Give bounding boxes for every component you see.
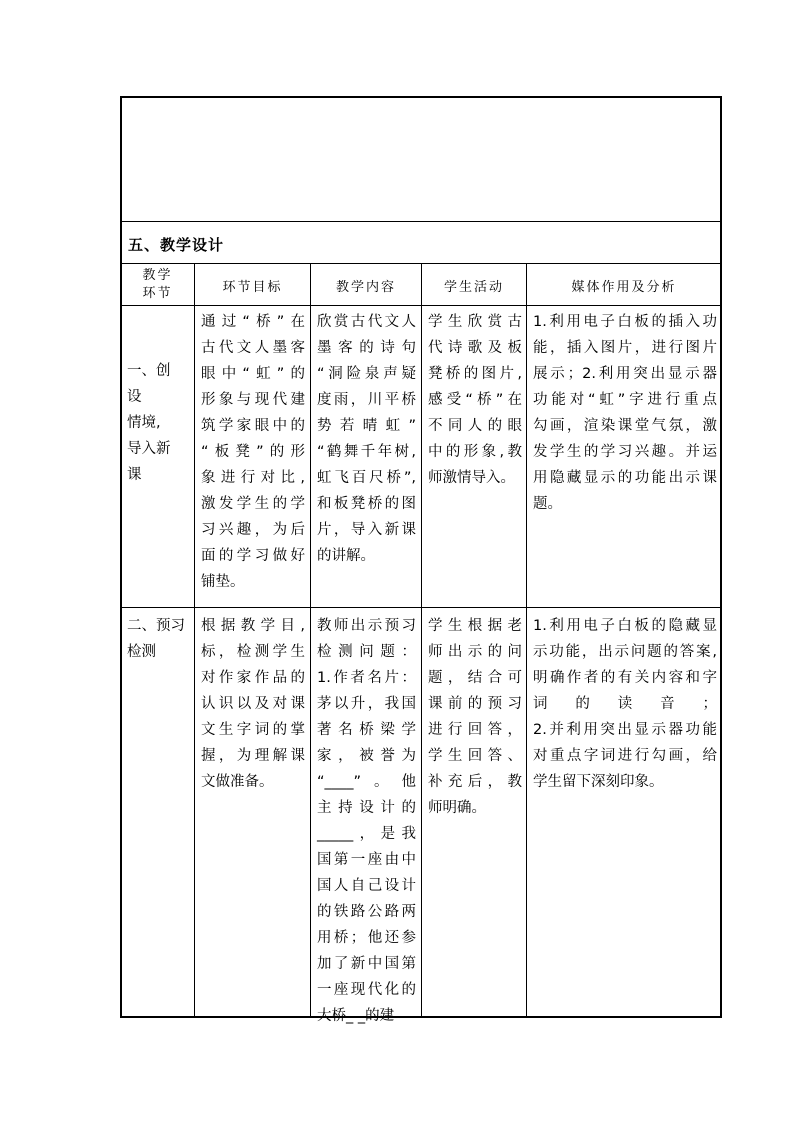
cell-line: 代诗歌及板: [428, 340, 522, 356]
cell-line: 大桥_ _的建: [317, 1008, 395, 1024]
cell-line: 用桥；他还参: [317, 930, 416, 946]
cell-line: 标，检测学生: [201, 644, 305, 660]
cell-line: 情境,: [127, 415, 161, 431]
cell-line: 二、预习: [127, 618, 185, 634]
cell-line: 展示；2.利用突出显示器: [533, 366, 717, 382]
cell-line: 勾画，渲染课堂气氛，激: [533, 418, 717, 434]
cell-line: “洞险泉声疑: [317, 366, 416, 382]
cell-line: 认识以及对课: [201, 696, 305, 712]
column-divider: [526, 263, 527, 1017]
row2-activity: [428, 613, 522, 821]
cell-line: 形象与现代建: [201, 392, 305, 408]
cell-line: 感受“桥”在: [428, 392, 522, 408]
cell-line: 题。: [533, 496, 562, 512]
cell-line: 家，被誉为: [317, 748, 416, 764]
header-content: 教学内容: [335, 279, 396, 295]
cell-line: 古代文人墨客: [201, 340, 305, 356]
cell-line: 1.利用电子白板的隐藏显: [533, 618, 717, 634]
cell-line: 对作家作品的: [201, 670, 305, 686]
cell-line: 国人自己设计: [317, 878, 416, 894]
cell-line: 欣赏古代文人: [317, 314, 416, 330]
cell-line: 主持设计的: [317, 800, 416, 816]
cell-line: 和板凳桥的图: [317, 496, 416, 512]
cell-line: 师出示的问: [428, 644, 522, 660]
cell-line: “____”。他: [317, 774, 416, 790]
cell-line: 学生回答、: [428, 748, 522, 764]
cell-line: 激发学生的学: [201, 496, 305, 512]
row1-media: [533, 309, 717, 517]
cell-line: 铺垫。: [201, 574, 245, 590]
row2-media: [533, 613, 717, 795]
table-rule: [121, 221, 721, 222]
cell-line: 进行回答，: [428, 722, 522, 738]
cell-line: 通过“桥”在: [201, 314, 305, 330]
cell-line: 文做准备。: [201, 774, 274, 790]
cell-line: 加了新中国第: [317, 956, 416, 972]
cell-line: 茅以升，我国: [317, 696, 416, 712]
row2-goal: [201, 613, 305, 795]
row2-content: [317, 613, 416, 1024]
cell-line: 学生根据老: [428, 618, 522, 634]
cell-line: 示功能，出示问题的答案,: [533, 644, 717, 660]
cell-line: 一座现代化的: [317, 982, 416, 998]
cell-line: 度雨，川平桥: [317, 392, 416, 408]
column-divider: [310, 263, 311, 1017]
header-stage-line: 教学: [142, 268, 173, 283]
cell-line: 2.并利用突出显示器功能: [533, 722, 717, 738]
cell-line: 根据教学目,: [201, 618, 305, 634]
header-activity: 学生活动: [443, 279, 504, 295]
cell-line: _____，是我: [317, 826, 416, 842]
cell-line: 势若晴虹”: [317, 418, 416, 434]
cell-line: 检测问题：: [317, 644, 416, 660]
cell-line: 筑学家眼中的: [201, 418, 305, 434]
cell-line: 师激情导入。: [428, 470, 515, 486]
cell-line: 学生欣赏古: [428, 314, 522, 330]
cell-line: 学生留下深刻印象。: [533, 774, 664, 790]
cell-line: 词的读音；: [533, 696, 717, 712]
cell-line: 1.利用电子白板的插入功: [533, 314, 717, 330]
cell-line: 虹飞百尺桥”,: [317, 470, 416, 486]
cell-line: 课前的预习: [428, 696, 522, 712]
column-divider: [194, 263, 195, 1017]
cell-line: 凳桥的图片,: [428, 366, 522, 382]
cell-line: 国第一座由中: [317, 852, 416, 868]
header-media: 媒体作用及分析: [571, 279, 677, 295]
cell-line: 片，导入新课: [317, 522, 416, 538]
cell-line: 题，结合可: [428, 670, 522, 686]
row2-stage: [127, 613, 191, 665]
cell-line: 课: [127, 467, 142, 483]
header-goal: 环节目标: [222, 279, 283, 295]
column-divider: [421, 263, 422, 1017]
cell-line: 文生字词的掌: [201, 722, 305, 738]
cell-line: 用隐藏显示的功能出示课: [533, 470, 717, 486]
header-stage: [121, 265, 194, 305]
cell-line: 面的学习做好: [201, 548, 305, 564]
cell-line: 1.作者名片：: [317, 670, 416, 686]
cell-line: 设: [127, 389, 142, 405]
cell-line: 导入新: [127, 441, 171, 457]
cell-line: 师明确。: [428, 800, 486, 816]
cell-line: 发学生的学习兴趣。并运: [533, 444, 717, 460]
row1-content: [317, 309, 416, 569]
row1-stage: [127, 358, 191, 488]
cell-line: 的讲解。: [317, 548, 375, 564]
cell-line: 功能对“虹”字进行重点: [533, 392, 717, 408]
row1-activity: [428, 309, 522, 491]
section-title: 五、教学设计: [128, 236, 225, 254]
cell-line: 明确作者的有关内容和字: [533, 670, 717, 686]
cell-line: “板凳”的形: [201, 444, 305, 460]
cell-line: 教师出示预习: [317, 618, 416, 634]
cell-line: 一、创: [127, 363, 171, 379]
row1-goal: [201, 309, 305, 595]
cell-line: 著名桥梁学: [317, 722, 416, 738]
cell-line: “鹤舞千年树,: [317, 444, 416, 460]
cell-line: 不同人的眼: [428, 418, 522, 434]
cell-line: 的铁路公路两: [317, 904, 416, 920]
cell-line: 中的形象,教: [428, 444, 522, 460]
cell-line: 补充后，教: [428, 774, 522, 790]
cell-line: 能，插入图片，进行图片: [533, 340, 717, 356]
cell-line: 眼中“虹”的: [201, 366, 305, 382]
cell-line: 检测: [127, 644, 156, 660]
cell-line: 握，为理解课: [201, 748, 305, 764]
cell-line: 习兴趣，为后: [201, 522, 305, 538]
cell-line: 对重点字词进行勾画，给: [533, 748, 717, 764]
header-stage-line: 环节: [142, 286, 173, 301]
cell-line: 象进行对比,: [201, 470, 305, 486]
cell-line: 墨客的诗句: [317, 340, 416, 356]
